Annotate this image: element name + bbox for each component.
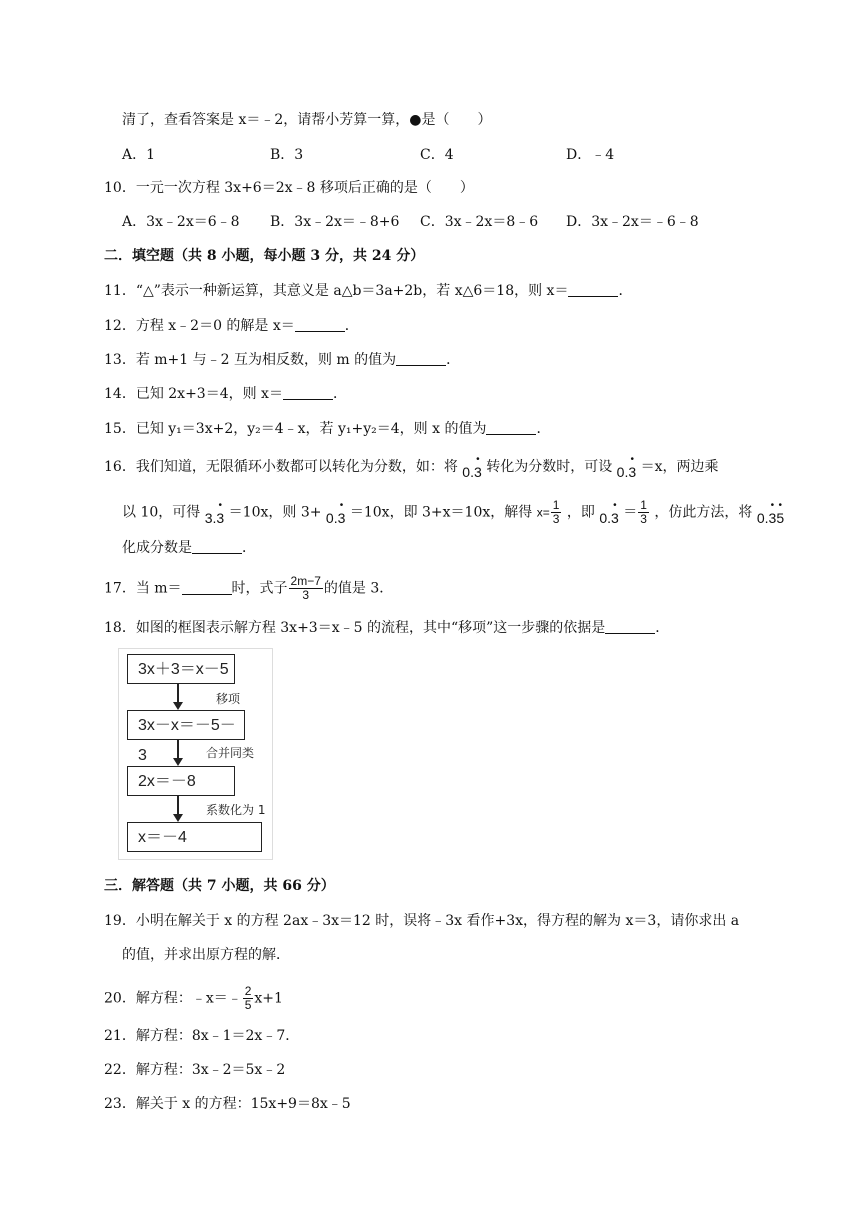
q16-text-a: 16．我们知道，无限循环小数都可以转化为分数，如：将 [104,459,458,475]
q17-text-mid: 时，式子 [231,580,288,597]
rep-digit-dotted [473,454,482,482]
flow-step-1: 移项 [216,692,241,706]
arrow-down-icon [173,814,183,822]
rep-digit-text: 3 [473,464,482,480]
q10-option-d: D．3x﹣2x＝﹣6﹣8 [566,214,699,230]
q16-text-e: ＝10x，则 3+ [228,504,322,521]
answer-blank [396,351,446,366]
section-3-heading: 三．解答题（共 7 小题，共 66 分） [104,878,335,894]
repeating-decimal [462,456,481,482]
q9-option-a: A．1 [122,147,156,163]
q12-end: ． [344,318,359,334]
q13-end: ． [446,352,461,368]
q12 [104,316,359,336]
q16-text-f: ＝10x，即 3+x＝10x，解得 [349,504,533,521]
rep-digit: 0. [756,509,769,526]
q19-line-2: 的值，并求出原方程的解． [122,947,290,963]
fraction-numerator: 1 [552,498,560,512]
repeat-dot: • [630,454,635,465]
q15-text: 15．已知 y₁＝3x+2，y₂＝4﹣x，若 y₁+y₂＝4，则 x 的值为 [104,421,487,437]
q20-end: x+1 [254,990,283,1007]
answer-blank [283,385,333,400]
q15-end: ． [536,421,551,437]
equals-sign: ＝ [623,504,638,521]
rep-digit-dotted [628,454,637,482]
rep-digit-dotted [216,499,225,528]
flow-arrow-line [177,740,179,760]
repeat-dot: • [613,499,617,511]
fraction-numerator: 2 [244,984,252,998]
answer-blank [486,420,536,435]
q13 [104,350,460,370]
q16-text-h: ，仿此方法，将 [654,504,753,521]
q9-option-d: D．﹣4 [566,147,615,163]
repeating-decimal [204,499,225,528]
fraction-one-third [551,499,562,526]
q16-text-d: 以 10，可得 [122,504,201,521]
q9-option-c: C．4 [420,147,454,163]
rep-digit: 3. [204,509,217,526]
q22: 22．解方程：3x﹣2＝5x﹣2 [104,1062,286,1078]
repeat-dot: • [770,499,775,511]
rep-digit-text: 3 [337,509,346,526]
fraction-denominator: 5 [244,998,252,1012]
fraction-numerator: 1 [640,498,647,512]
x-equals: x= [536,505,550,520]
q14 [104,384,347,404]
answer-blank [182,580,232,595]
flow-box-2: 3x－x＝－5－3 [127,710,245,740]
q18-text: 18．如图的框图表示解方程 3x+3＝x﹣5 的流程，其中“移项”这一步骤的依据是 [104,620,606,636]
q11-end: ． [618,283,633,299]
q19-line-1: 19．小明在解关于 x 的方程 2ax﹣3x＝12 时，误将﹣3x 看作+3x，得方程的解为 x＝3，请你求出 a [104,913,740,929]
q14-text: 14．已知 2x+3＝4，则 x＝ [104,386,283,402]
rep-digit-text: 3 [611,509,619,526]
answer-blank [295,317,345,332]
q17-end: 的值是 3． [323,580,394,597]
flow-step-3: 系数化为 1 [206,803,266,817]
flow-box-4: x＝－4 [127,822,262,852]
q10-option-b: B．3x﹣2x＝﹣8+6 [270,214,400,230]
q9-continuation: 清了，查看答案是 x＝﹣2，请帮小芳算一算，●是（ ） [122,112,492,128]
q16-line-1 [104,456,719,482]
rep-digit-dotted [768,499,777,528]
flow-box-3: 2x＝－8 [127,766,235,796]
q16-text-g: ，即 [566,504,595,521]
repeat-dot: • [218,499,223,511]
q12-text: 12．方程 x﹣2＝0 的解是 x＝ [104,318,295,334]
fraction-one-third [638,499,649,526]
rep-digit-text: 3 [628,464,637,480]
arrow-down-icon [173,758,183,766]
rep-digit-text: 5 [776,509,785,526]
q16-line-3 [122,538,256,558]
q20 [104,985,283,1012]
rep-digit: 0. [616,464,629,480]
rep-digit-text: 3 [768,509,777,526]
q14-end: ． [332,386,347,402]
q23: 23．解关于 x 的方程：15x+9＝8x﹣5 [104,1096,351,1112]
rep-digit: 0. [325,509,338,526]
flow-step-2: 合并同类 [206,746,255,760]
q16-end: ． [242,540,256,556]
arrow-down-icon [173,702,183,710]
repeat-dot: • [476,454,480,465]
repeating-decimal [599,499,619,528]
rep-digit-dotted [337,499,346,528]
fraction-denominator: 3 [302,588,310,602]
q11-text: 11．“△”表示一种新运算，其意义是 a△b＝3a+2b，若 x△6＝18，则 x＝ [104,283,569,299]
repeating-decimal [756,499,785,528]
q10-option-a: A．3x﹣2x＝6﹣8 [122,214,240,230]
q9-option-b: B．3 [270,147,304,163]
fraction-expression [289,575,323,602]
q10-option-c: C．3x﹣2x＝8﹣6 [420,214,539,230]
q16-text-i: 化成分数是 [122,540,192,556]
q15 [104,419,550,439]
q10-text: 10．一元一次方程 3x+6＝2x﹣8 移项后正确的是（ ） [104,180,474,196]
q21: 21．解方程：8x﹣1＝2x﹣7． [104,1028,300,1044]
section-2-heading: 二．填空题（共 8 小题，每小题 3 分，共 24 分） [104,248,425,264]
rep-digit-text: 3 [216,509,225,526]
repeating-decimal [325,499,346,528]
fraction-denominator: 3 [640,512,647,526]
fraction-two-fifths [243,985,254,1012]
q11 [104,281,632,301]
answer-blank [192,539,242,554]
repeat-dot: • [778,499,782,511]
flow-arrow-line [177,684,179,704]
q18-end: ． [655,620,670,636]
q20-text: 20．解方程：﹣x＝﹣ [104,990,242,1007]
rep-digit-dotted [776,499,785,528]
flow-arrow-line [177,796,179,816]
q13-text: 13．若 m+1 与﹣2 互为相反数，则 m 的值为 [104,352,397,368]
q17-text: 17．当 m＝ [104,580,182,597]
rep-digit: 0. [599,509,612,526]
answer-blank [568,282,618,297]
answer-blank [605,619,655,634]
repeating-decimal [617,456,636,482]
rep-digit: 0. [462,464,474,480]
q18 [104,618,669,638]
fraction-numerator: 2m−7 [290,574,321,588]
q16-text-b: 转化为分数时，可设 [486,459,613,475]
q17 [104,575,393,602]
rep-digit-dotted [611,499,619,528]
flow-box-1: 3x＋3＝x－5 [127,654,235,684]
repeat-dot: • [339,499,344,511]
fraction-denominator: 3 [552,512,560,526]
q16-text-c: ＝x，两边乘 [640,459,719,475]
q16-line-2 [122,499,784,528]
